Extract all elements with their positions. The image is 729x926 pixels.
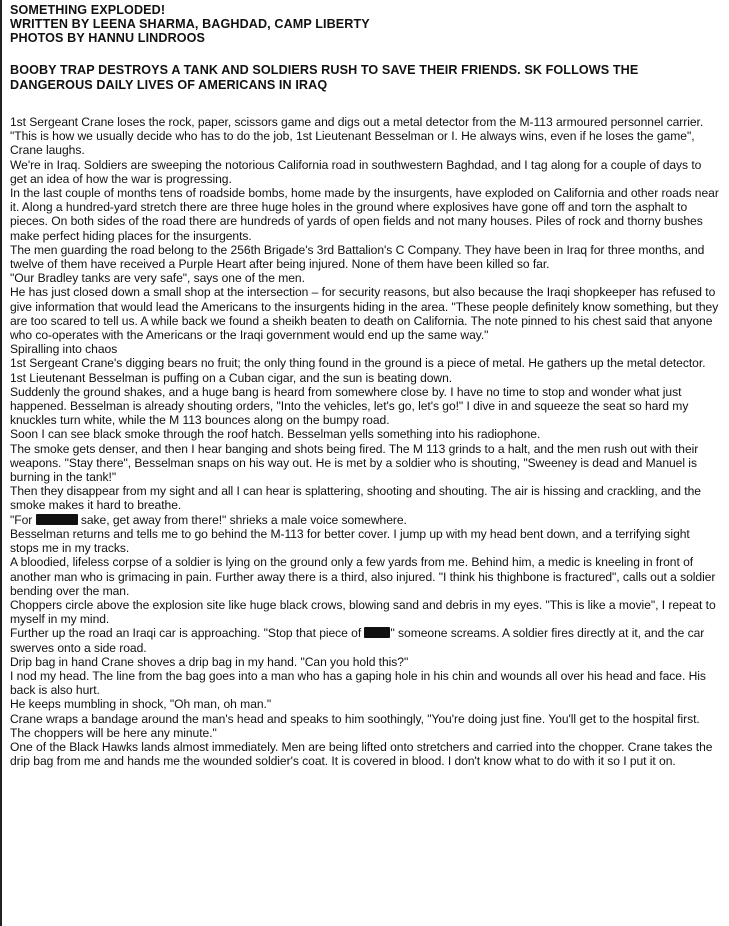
body-paragraph: I nod my head. The line from the bag goes into a man who has a gaping hole in his chin and wounds all over his head and face. His back is also hurt.: [10, 668, 706, 698]
body-paragraph: The men guarding the road belong to the 256th Brigade's 3rd Battalion's C Company. They have been in Iraq for three months, and twelve of them have received a Purple Heart after being injured. None of them have been killed so far.: [10, 242, 705, 272]
body-paragraph: "Our Bradley tanks are very safe", says one of the men.: [10, 271, 305, 286]
article-photo-credit: PHOTOS BY HANNU LINDROOS: [10, 31, 206, 45]
body-paragraph: Besselman returns and tells me to go behind the M-113 for better cover. I jump up with my head bent down, and a terrifying sight stops me in my tracks.: [10, 526, 690, 556]
body-paragraph: In the last couple of months tens of roadside bombs, home made by the insurgents, have exploded on California and other roads near it. Along a hundred-yard stretch there are three huge holes in the ground where explosives have gone off and torn the asphalt to pieces. On both sides of the road there are hundreds of yards of open fields and not many houses. Piles of rock and thorny bushes make perfect hiding places for the insurgents.: [10, 186, 719, 243]
body-paragraph: 1st Sergeant Crane loses the rock, paper, scissors game and digs out a metal detector from the M-113 armoured personnel carrier. "This is how we usually decide who has to do the job, 1st Lieutenant Besselman or I. He always wins, even if he loses the game", Crane laughs.: [10, 115, 704, 158]
body-paragraph: Then they disappear from my sight and all I can hear is splattering, shooting and shouting. The air is hissing and crackling, and the smoke makes it hard to breathe.: [10, 484, 701, 513]
body-paragraph: 1st Sergeant Crane's digging bears no fruit; the only thing found in the ground is a piece of metal. He gathers up the metal detector. 1st Lieutenant Besselman is puffing on a Cuban cigar, and the sun is beating down.: [10, 356, 706, 385]
redacted-line-after: sake, get away from there!" shrieks a male voice somewhere.: [77, 512, 407, 527]
article-header: [10, 3, 719, 45]
body-paragraph: He has just closed down a small shop at the intersection – for security reasons, but also because the Iraqi shopkeeper has refused to give information that would lead the Americans to the insurgents hiding in the area. "These people definitely know something, but they are too scared to tell us. A while back we found a sheikh beaten to death on California. The note pinned to his chest said that anyone who co-operates with the Americans or the Iraqi government would end up the same way.": [10, 285, 719, 343]
body-paragraph: He keeps mumbling in shock, "Oh man, oh man.": [10, 697, 272, 712]
subheading: Spiralling into chaos: [10, 342, 118, 357]
body-paragraph-redacted: [10, 626, 719, 654]
redacted-line-before: "For: [10, 512, 36, 527]
body-paragraph: Choppers circle above the explosion site like huge black crows, blowing sand and debris in my eyes. "This is like a movie", I repeat to myself in my mind.: [10, 597, 716, 627]
body-paragraph: Drip bag in hand Crane shoves a drip bag in my hand. "Can you hold this?": [10, 654, 409, 669]
redacted-line-after: " someone screams. A soldier fires directly at it, and the car swerves onto a side road.: [10, 626, 705, 655]
body-paragraph: We're in Iraq. Soldiers are sweeping the notorious California road in southwestern Baghdad, and I tag along for a couple of days to get an idea of how the war is progressing.: [10, 157, 702, 186]
redaction-block: [36, 514, 78, 525]
article-byline: WRITTEN BY LEENA SHARMA, BAGHDAD, CAMP LIBERTY: [10, 17, 370, 31]
body-paragraph: Crane wraps a bandage around the man's head and speaks to him soothingly, "You're doing just fine. You'll get to the hospital first. The choppers will be here any minute.": [10, 711, 700, 740]
body-paragraph: One of the Black Hawks lands almost immediately. Men are being lifted onto stretchers and carried into the chopper. Crane takes the drip bag from me and hands me the wounded soldier's coat. It is covered in blood. I don't know what to do with it so I put it on.: [10, 739, 713, 769]
redaction-block: [364, 627, 390, 638]
article-headline: BOOBY TRAP DESTROYS A TANK AND SOLDIERS RUSH TO SAVE THEIR FRIENDS. SK FOLLOWS THE DANGEROUS DAILY LIVES OF AMERICANS IN IRAQ: [10, 63, 639, 92]
article-title: SOMETHING EXPLODED!: [10, 3, 166, 17]
body-paragraph: Suddenly the ground shakes, and a huge bang is heard from somewhere close by. I have no time to stop and wonder what just happened. Besselman is already shouting orders, "Into the vehicles, let's go, let's go!" I dive in and squeeze the seat so hard my knuckles turn white, while the M 113 bounces along on the bumpy road.: [10, 384, 689, 428]
body-paragraph: The smoke gets denser, and then I hear banging and shots being fired. The M 113 grinds to a halt, and the men rush out with their weapons. "Stay there", Besselman snaps on his way out. He is met by a soldier who is shouting, "Sweeney is dead and Manuel is burning in the tank!": [10, 441, 699, 485]
redacted-line-before: Further up the road an Iraqi car is approaching. "Stop that piece of: [10, 626, 365, 641]
body-paragraph: Soon I can see black smoke through the roof hatch. Besselman yells something into his radiophone.: [10, 427, 541, 442]
article-body: [10, 115, 719, 768]
body-paragraph-redacted: [10, 513, 719, 527]
body-paragraph: A bloodied, lifeless corpse of a soldier is lying on the ground only a few yards from me. Behind him, a medic is kneeling in front of another man who is grimacing in pain. Further away there is a third, also injured. "I think his thighbone is fractured", calls out a soldier bending over the man.: [10, 555, 716, 598]
